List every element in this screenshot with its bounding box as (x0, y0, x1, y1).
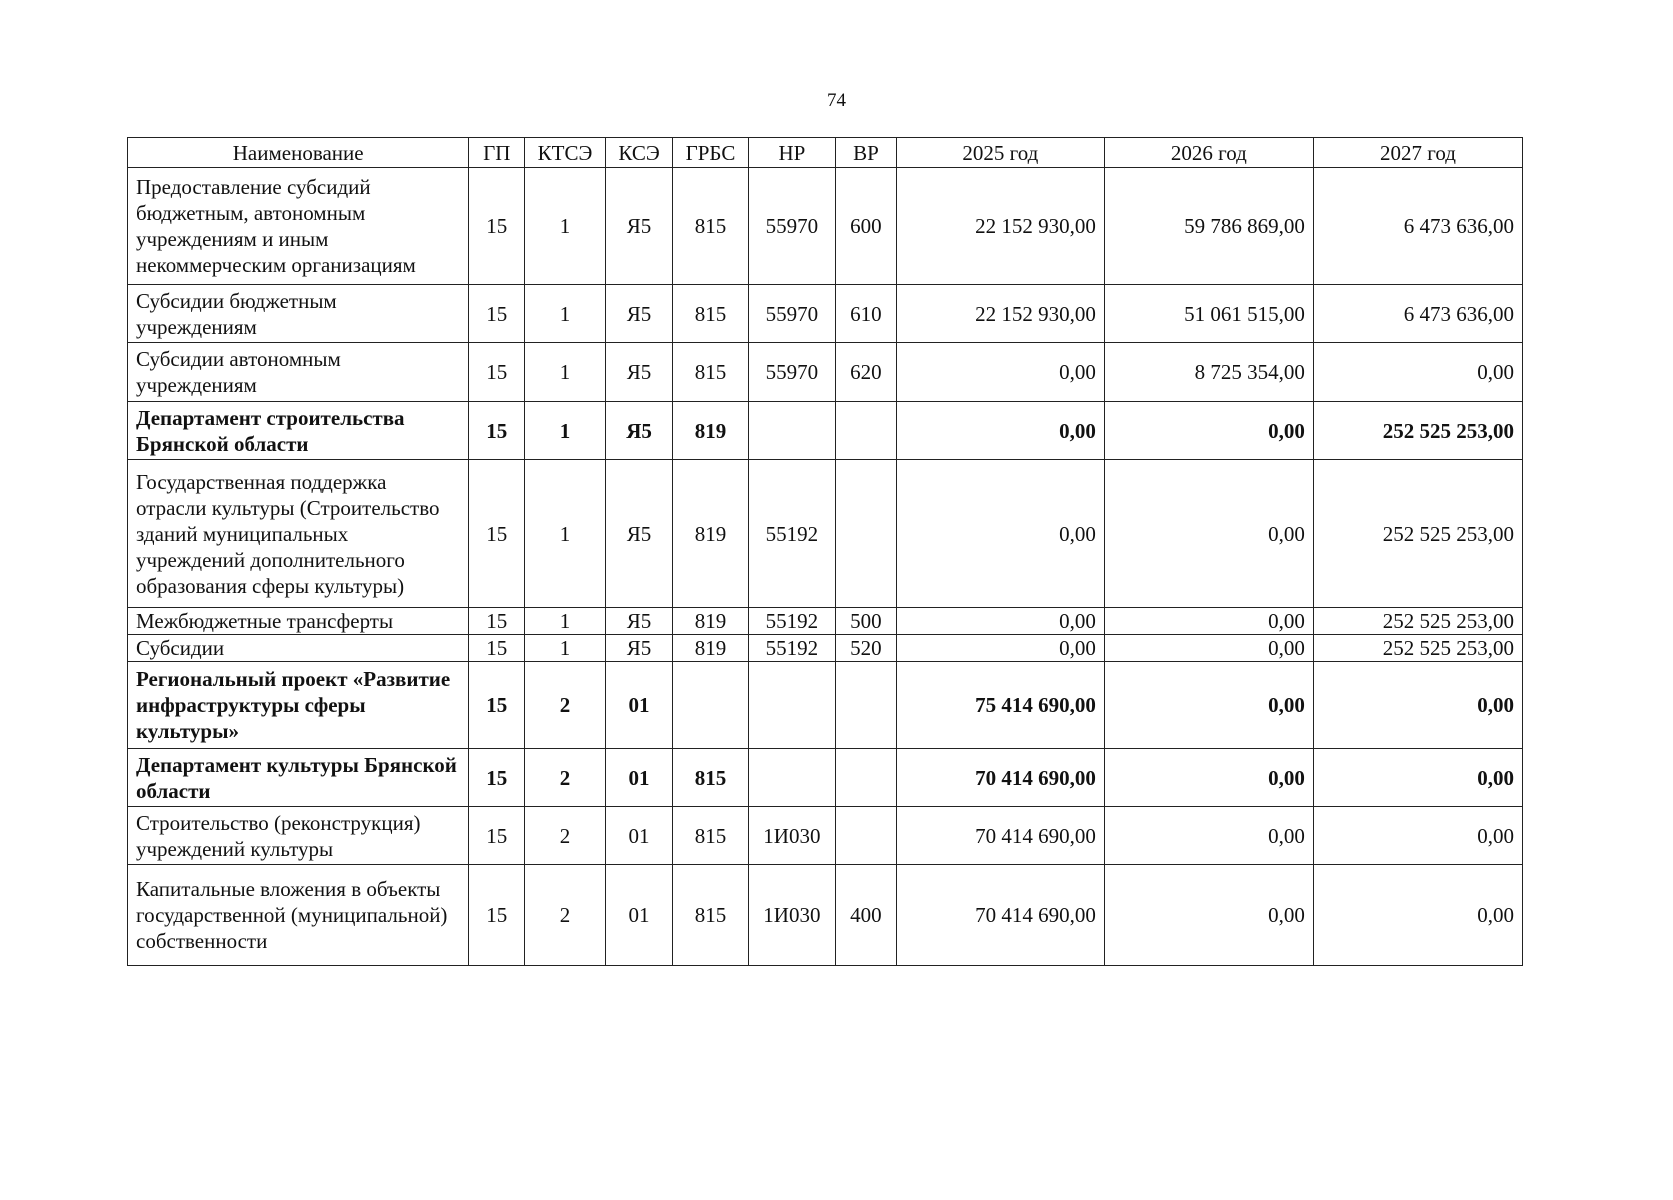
cell-gp: 15 (469, 402, 525, 460)
table-row (128, 865, 1523, 966)
header-gp: ГП (469, 138, 525, 168)
cell-name: Департамент строительства Брянской области (128, 402, 469, 460)
cell-ktse: 1 (525, 608, 606, 635)
cell-kse: Я5 (605, 460, 672, 608)
cell-y2027: 252 525 253,00 (1313, 635, 1522, 662)
cell-name: Региональный проект «Развитие инфраструктуры сферы культуры» (128, 662, 469, 749)
header-2027: 2027 год (1313, 138, 1522, 168)
cell-y2027: 252 525 253,00 (1313, 402, 1522, 460)
table-row (128, 749, 1523, 807)
cell-kse: Я5 (605, 285, 672, 343)
cell-y2027: 0,00 (1313, 343, 1522, 402)
cell-kse: Я5 (605, 343, 672, 402)
cell-y2026: 51 061 515,00 (1104, 285, 1313, 343)
cell-vr: 600 (835, 168, 896, 285)
cell-grbs: 819 (673, 402, 749, 460)
cell-gp: 15 (469, 865, 525, 966)
cell-nr: 55192 (748, 635, 835, 662)
header-2026: 2026 год (1104, 138, 1313, 168)
cell-y2027: 0,00 (1313, 865, 1522, 966)
cell-y2027: 0,00 (1313, 749, 1522, 807)
header-nr: НР (748, 138, 835, 168)
cell-vr: 620 (835, 343, 896, 402)
cell-kse: Я5 (605, 608, 672, 635)
cell-grbs: 815 (673, 749, 749, 807)
header-2025: 2025 год (896, 138, 1104, 168)
cell-grbs: 819 (673, 608, 749, 635)
table-row (128, 635, 1523, 662)
cell-vr: 520 (835, 635, 896, 662)
cell-vr: 610 (835, 285, 896, 343)
cell-y2025: 0,00 (896, 460, 1104, 608)
cell-y2027: 0,00 (1313, 662, 1522, 749)
table-row (128, 662, 1523, 749)
cell-grbs: 819 (673, 460, 749, 608)
cell-name: Субсидии автономным учреждениям (128, 343, 469, 402)
cell-grbs: 815 (673, 168, 749, 285)
cell-y2026: 59 786 869,00 (1104, 168, 1313, 285)
cell-y2027: 252 525 253,00 (1313, 460, 1522, 608)
cell-vr (835, 460, 896, 608)
table-body (128, 168, 1523, 966)
cell-kse: Я5 (605, 402, 672, 460)
table-row (128, 460, 1523, 608)
cell-y2025: 22 152 930,00 (896, 285, 1104, 343)
cell-ktse: 2 (525, 662, 606, 749)
cell-nr: 55970 (748, 343, 835, 402)
cell-nr: 1И030 (748, 865, 835, 966)
cell-nr: 55192 (748, 460, 835, 608)
header-name: Наименование (128, 138, 469, 168)
cell-nr (748, 749, 835, 807)
budget-table (127, 137, 1523, 966)
cell-vr (835, 749, 896, 807)
page-number: 74 (827, 90, 846, 111)
cell-y2027: 252 525 253,00 (1313, 608, 1522, 635)
cell-grbs: 815 (673, 285, 749, 343)
table-row (128, 402, 1523, 460)
table-row (128, 285, 1523, 343)
cell-y2026: 0,00 (1104, 662, 1313, 749)
cell-kse: Я5 (605, 168, 672, 285)
header-vr: ВР (835, 138, 896, 168)
cell-gp: 15 (469, 460, 525, 608)
cell-gp: 15 (469, 635, 525, 662)
cell-y2026: 0,00 (1104, 865, 1313, 966)
cell-y2026: 0,00 (1104, 749, 1313, 807)
cell-grbs: 815 (673, 865, 749, 966)
cell-y2025: 22 152 930,00 (896, 168, 1104, 285)
cell-y2025: 0,00 (896, 608, 1104, 635)
cell-grbs: 819 (673, 635, 749, 662)
header-grbs: ГРБС (673, 138, 749, 168)
cell-kse: Я5 (605, 635, 672, 662)
cell-y2026: 0,00 (1104, 807, 1313, 865)
cell-y2025: 0,00 (896, 402, 1104, 460)
cell-vr: 400 (835, 865, 896, 966)
cell-y2026: 8 725 354,00 (1104, 343, 1313, 402)
cell-y2026: 0,00 (1104, 635, 1313, 662)
cell-vr (835, 662, 896, 749)
cell-kse: 01 (605, 749, 672, 807)
cell-ktse: 2 (525, 749, 606, 807)
cell-name: Субсидии бюджетным учреждениям (128, 285, 469, 343)
cell-ktse: 2 (525, 807, 606, 865)
table-row (128, 168, 1523, 285)
cell-nr: 55970 (748, 168, 835, 285)
cell-ktse: 1 (525, 285, 606, 343)
cell-y2026: 0,00 (1104, 402, 1313, 460)
cell-y2025: 0,00 (896, 343, 1104, 402)
cell-nr (748, 662, 835, 749)
cell-nr: 55970 (748, 285, 835, 343)
cell-vr: 500 (835, 608, 896, 635)
table-header-row (128, 138, 1523, 168)
cell-ktse: 1 (525, 343, 606, 402)
cell-nr (748, 402, 835, 460)
table-row (128, 608, 1523, 635)
cell-kse: 01 (605, 662, 672, 749)
cell-ktse: 1 (525, 168, 606, 285)
cell-gp: 15 (469, 807, 525, 865)
cell-y2027: 6 473 636,00 (1313, 168, 1522, 285)
cell-ktse: 2 (525, 865, 606, 966)
cell-nr: 55192 (748, 608, 835, 635)
cell-kse: 01 (605, 865, 672, 966)
header-kse: КСЭ (605, 138, 672, 168)
cell-y2027: 6 473 636,00 (1313, 285, 1522, 343)
cell-ktse: 1 (525, 635, 606, 662)
cell-y2025: 75 414 690,00 (896, 662, 1104, 749)
cell-grbs: 815 (673, 807, 749, 865)
cell-name: Государственная поддержка отрасли культуры (Строительство зданий муниципальных учреждений дополнительного образования сферы культуры) (128, 460, 469, 608)
cell-gp: 15 (469, 662, 525, 749)
cell-y2027: 0,00 (1313, 807, 1522, 865)
cell-y2025: 70 414 690,00 (896, 865, 1104, 966)
cell-vr (835, 807, 896, 865)
cell-kse: 01 (605, 807, 672, 865)
cell-gp: 15 (469, 343, 525, 402)
cell-nr: 1И030 (748, 807, 835, 865)
cell-y2025: 70 414 690,00 (896, 749, 1104, 807)
cell-gp: 15 (469, 749, 525, 807)
cell-gp: 15 (469, 608, 525, 635)
cell-gp: 15 (469, 168, 525, 285)
cell-grbs (673, 662, 749, 749)
table-row (128, 343, 1523, 402)
cell-name: Межбюджетные трансферты (128, 608, 469, 635)
cell-grbs: 815 (673, 343, 749, 402)
cell-name: Предоставление субсидий бюджетным, автономным учреждениям и иным некоммерческим организациям (128, 168, 469, 285)
header-ktse: КТСЭ (525, 138, 606, 168)
cell-y2025: 70 414 690,00 (896, 807, 1104, 865)
cell-name: Строительство (реконструкция) учреждений культуры (128, 807, 469, 865)
cell-ktse: 1 (525, 460, 606, 608)
cell-y2026: 0,00 (1104, 460, 1313, 608)
cell-vr (835, 402, 896, 460)
cell-y2026: 0,00 (1104, 608, 1313, 635)
cell-name: Департамент культуры Брянской области (128, 749, 469, 807)
cell-name: Капитальные вложения в объекты государственной (муниципальной) собственности (128, 865, 469, 966)
cell-name: Субсидии (128, 635, 469, 662)
cell-y2025: 0,00 (896, 635, 1104, 662)
cell-ktse: 1 (525, 402, 606, 460)
cell-gp: 15 (469, 285, 525, 343)
table-row (128, 807, 1523, 865)
